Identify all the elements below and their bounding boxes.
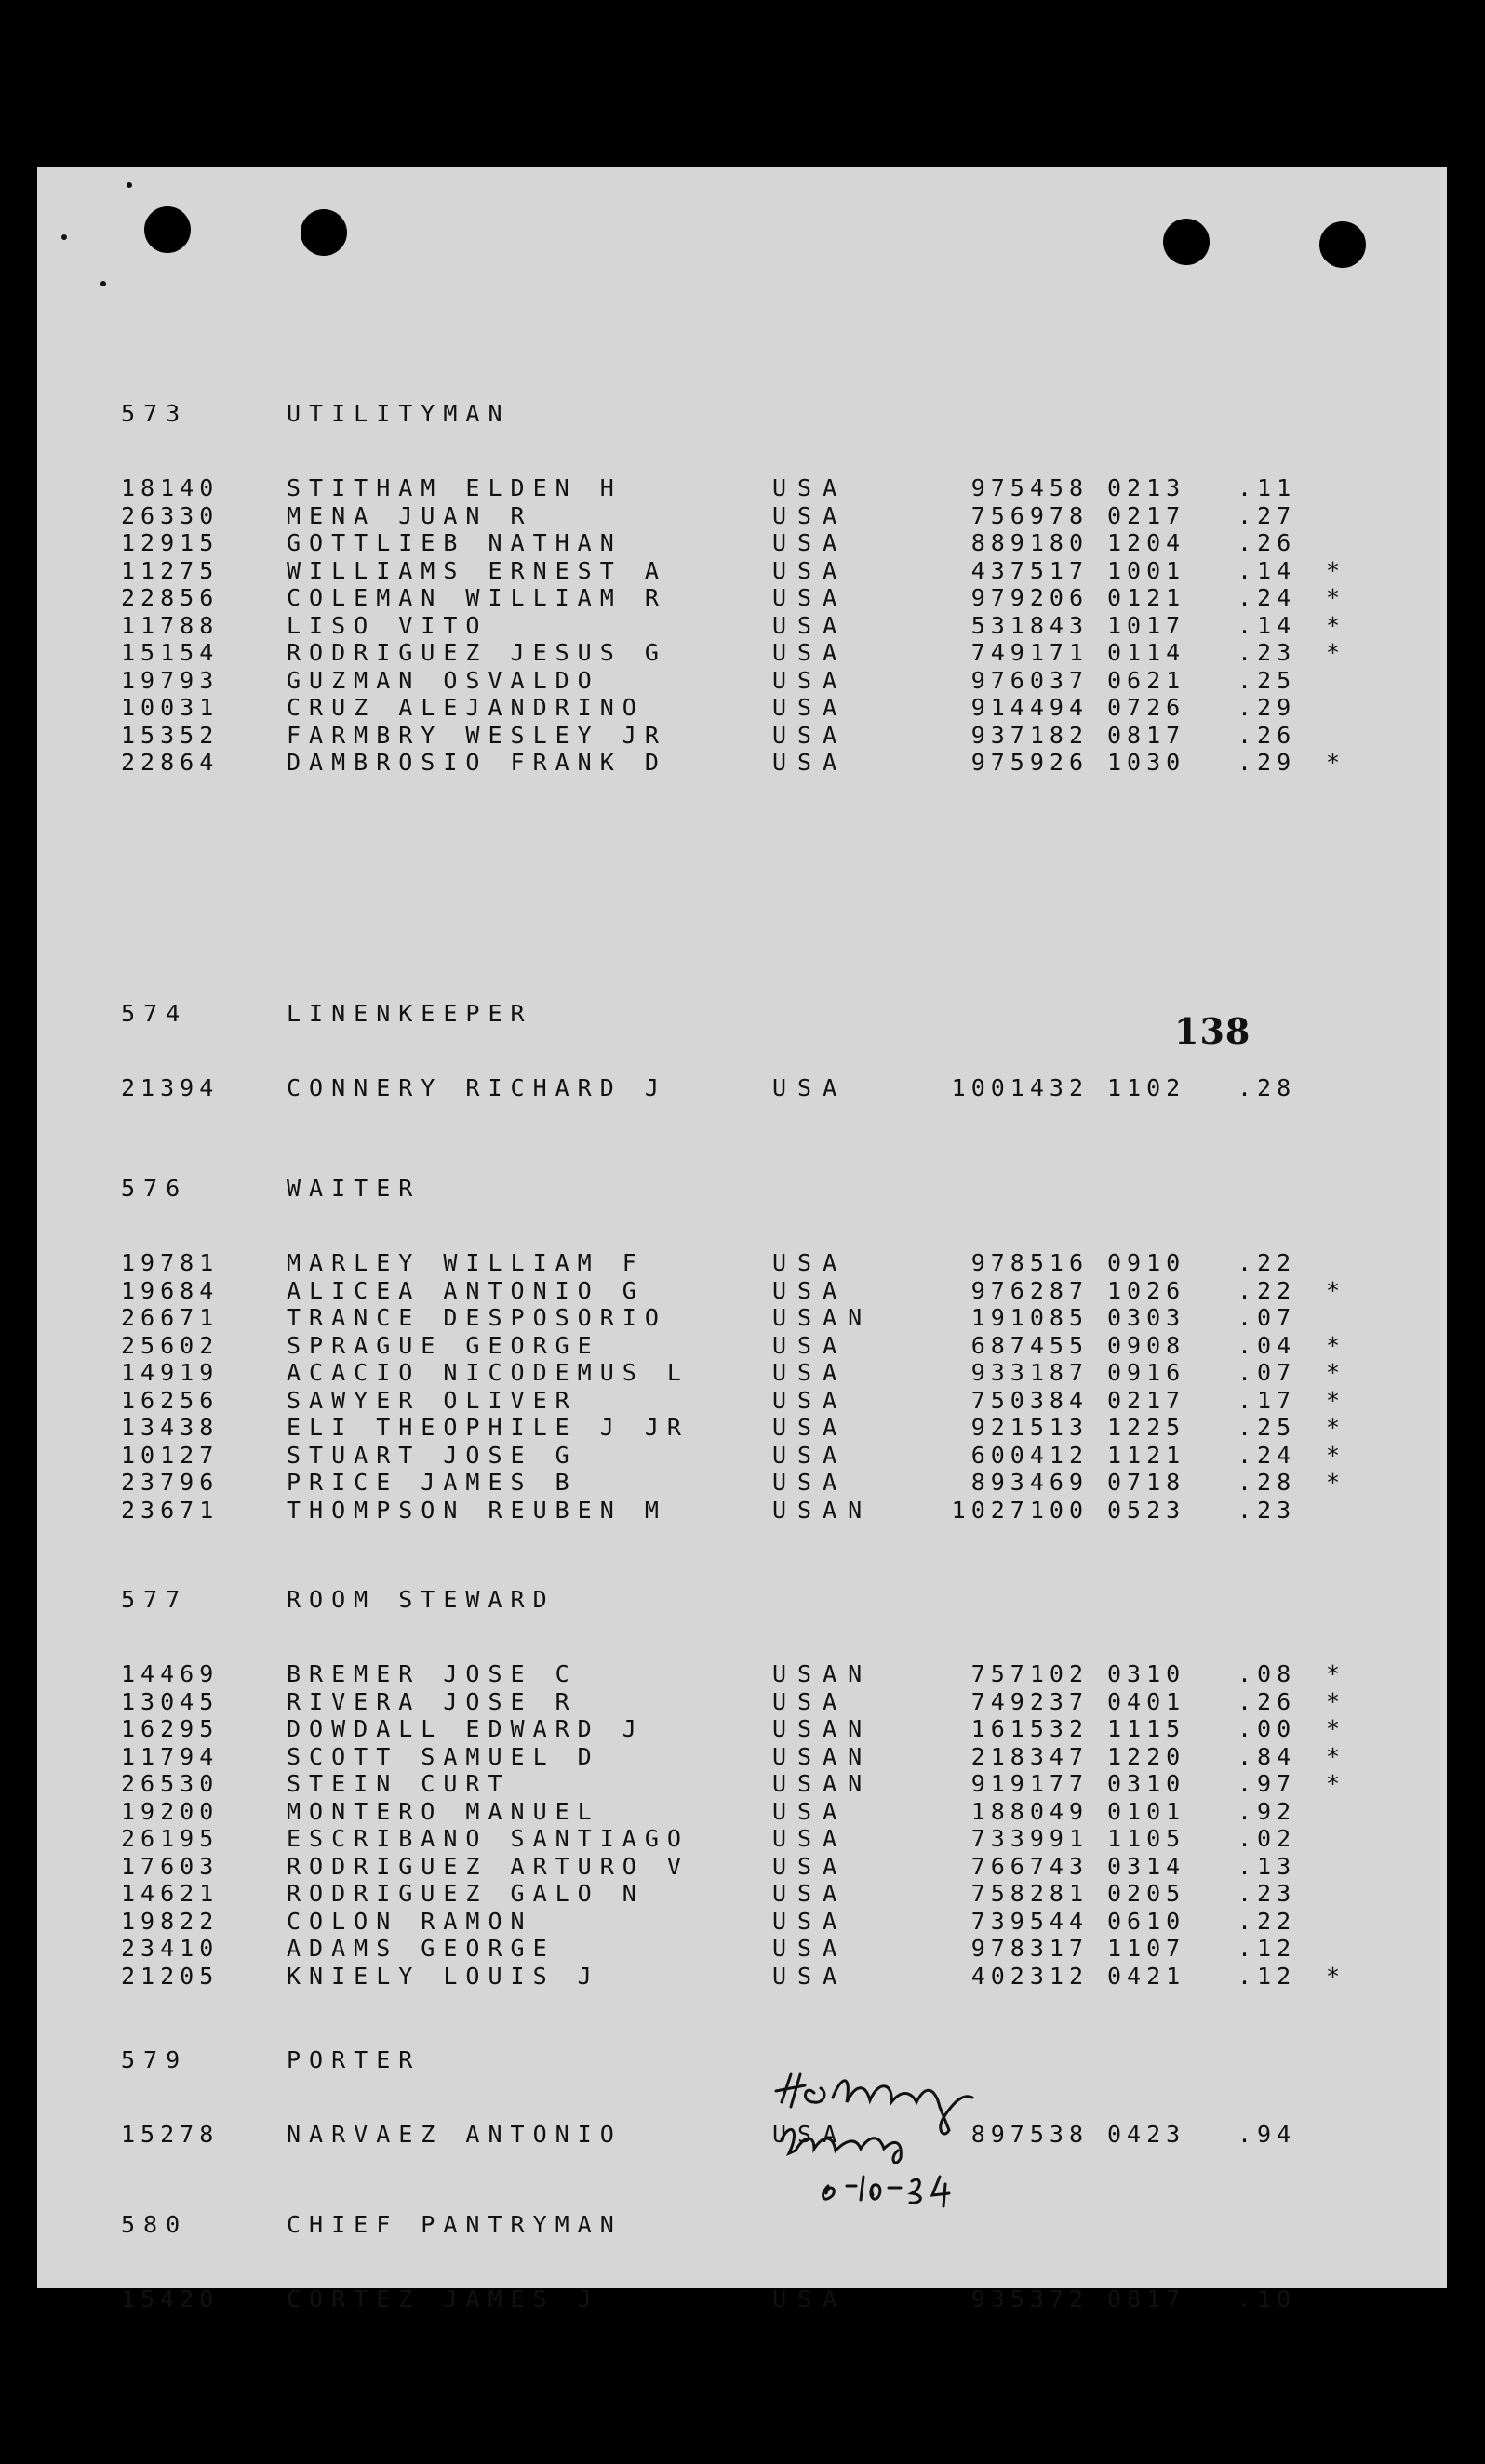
citizenship: USAN: [772, 1715, 874, 1742]
employee-name: WILLIAMS ERNEST A: [287, 556, 667, 584]
asterisk-mark: *: [1326, 749, 1346, 776]
rate-value: .14: [1238, 611, 1297, 639]
section: [37, 1175, 1447, 1524]
date-code: 0910: [1107, 1249, 1186, 1276]
rate-value: .24: [1238, 1441, 1297, 1469]
employee-id: 13045: [121, 1687, 220, 1715]
asterisk-mark: *: [1326, 1770, 1346, 1797]
date-code: 0213: [1107, 474, 1186, 501]
citizenship: USA: [772, 749, 849, 776]
employee-name: MENA JUAN R: [287, 501, 533, 529]
employee-name: RODRIGUEZ GALO N: [287, 1880, 645, 1907]
employee-name: ELI THEOPHILE J JR: [287, 1414, 689, 1441]
record-number: 749171: [970, 639, 1089, 666]
employee-id: 17603: [121, 1852, 220, 1880]
section-code: 579: [121, 2046, 189, 2073]
record-number: 1027100: [951, 1496, 1089, 1524]
asterisk-mark: *: [1326, 556, 1346, 584]
section-header: [37, 1586, 1447, 1614]
citizenship: USA: [772, 529, 849, 556]
asterisk-mark: *: [1326, 611, 1346, 639]
section-code: 580: [121, 2211, 189, 2238]
rate-value: .14: [1238, 556, 1297, 584]
citizenship: USA: [772, 1359, 849, 1386]
date-code: 1204: [1107, 529, 1186, 556]
employee-name: DAMBROSIO FRANK D: [287, 749, 667, 776]
rate-value: .25: [1238, 666, 1297, 694]
section: [37, 1586, 1447, 1990]
date-code: 0401: [1107, 1687, 1186, 1715]
record-number: 739544: [970, 1907, 1089, 1935]
employee-name: SAWYER OLIVER: [287, 1386, 578, 1414]
employee-id: 19200: [121, 1797, 220, 1825]
rate-value: .23: [1238, 1880, 1297, 1907]
employee-name: SCOTT SAMUEL D: [287, 1742, 600, 1770]
employee-id: 14919: [121, 1359, 220, 1386]
section-header: [37, 1175, 1447, 1203]
date-code: 0423: [1107, 2121, 1186, 2148]
date-code: 0101: [1107, 1797, 1186, 1825]
employee-name: MARLEY WILLIAM F: [287, 1249, 645, 1276]
record-number: 766743: [970, 1852, 1089, 1880]
section-code: 574: [121, 1000, 189, 1027]
record-number: 218347: [970, 1742, 1089, 1770]
employee-id: 11794: [121, 1742, 220, 1770]
record-number: 921513: [970, 1414, 1089, 1441]
record-number: 975926: [970, 749, 1089, 776]
speck: [100, 281, 106, 286]
rate-value: .17: [1238, 1386, 1297, 1414]
employee-id: 11275: [121, 556, 220, 584]
employee-name: COLON RAMON: [287, 1907, 533, 1935]
citizenship: USA: [772, 1386, 849, 1414]
employee-name: RODRIGUEZ JESUS G: [287, 639, 667, 666]
asterisk-mark: *: [1326, 639, 1346, 666]
date-code: 1107: [1107, 1935, 1186, 1962]
employee-name: TRANCE DESPOSORIO: [287, 1304, 667, 1331]
date-code: 0817: [1107, 2285, 1186, 2312]
record-number: 531843: [970, 611, 1089, 639]
employee-name: MONTERO MANUEL: [287, 1797, 600, 1825]
section-header: [37, 2046, 1447, 2074]
asterisk-mark: *: [1326, 1331, 1346, 1359]
citizenship: USA: [772, 666, 849, 694]
asterisk-mark: *: [1326, 1276, 1346, 1304]
date-code: 0610: [1107, 1907, 1186, 1935]
record-number: 437517: [970, 556, 1089, 584]
document-page: [37, 167, 1447, 2312]
record-number: 976037: [970, 666, 1089, 694]
rate-value: .08: [1238, 1660, 1297, 1687]
employee-name: FARMBRY WESLEY JR: [287, 721, 667, 749]
asterisk-mark: *: [1326, 584, 1346, 611]
rate-value: .07: [1238, 1304, 1297, 1331]
section-title: ROOM STEWARD: [287, 1586, 555, 1613]
citizenship: USAN: [772, 1304, 874, 1331]
record-number: 979206: [970, 584, 1089, 611]
date-code: 0314: [1107, 1852, 1186, 1880]
citizenship: USA: [772, 1962, 849, 1990]
rate-value: .26: [1238, 721, 1297, 749]
asterisk-mark: *: [1326, 1687, 1346, 1715]
employee-id: 15154: [121, 639, 220, 666]
citizenship: USA: [772, 1276, 849, 1304]
citizenship: USA: [772, 1441, 849, 1469]
date-code: 0421: [1107, 1962, 1186, 1990]
record-number: 937182: [970, 721, 1089, 749]
citizenship: USA: [772, 1935, 849, 1962]
date-code: 1017: [1107, 611, 1186, 639]
asterisk-mark: *: [1326, 1742, 1346, 1770]
date-code: 1225: [1107, 1414, 1186, 1441]
rate-value: .22: [1238, 1907, 1297, 1935]
date-code: 0718: [1107, 1469, 1186, 1496]
section: [37, 2046, 1447, 2148]
employee-id: 10031: [121, 694, 220, 721]
employee-name: LISO VITO: [287, 611, 488, 639]
employee-id: 14621: [121, 1880, 220, 1907]
date-code: 0121: [1107, 584, 1186, 611]
date-code: 1102: [1107, 1074, 1186, 1101]
record-number: 889180: [970, 529, 1089, 556]
employee-id: 19684: [121, 1276, 220, 1304]
record-number: 687455: [970, 1331, 1089, 1359]
asterisk-mark: *: [1326, 1660, 1346, 1687]
citizenship: USA: [772, 584, 849, 611]
employee-name: NARVAEZ ANTONIO: [287, 2121, 622, 2148]
citizenship: USA: [772, 1907, 849, 1935]
record-number: 188049: [970, 1797, 1089, 1825]
handwritten-signature: [763, 2065, 1061, 2214]
rate-value: .25: [1238, 1414, 1297, 1441]
date-code: 1026: [1107, 1276, 1186, 1304]
citizenship: USA: [772, 474, 849, 501]
asterisk-mark: *: [1326, 1386, 1346, 1414]
employee-id: 26330: [121, 501, 220, 529]
record-number: 933187: [970, 1359, 1089, 1386]
date-code: 0817: [1107, 721, 1186, 749]
citizenship: USA: [772, 721, 849, 749]
employee-id: 16295: [121, 1715, 220, 1742]
employee-id: 19822: [121, 1907, 220, 1935]
employee-id: 15420: [121, 2285, 220, 2312]
employee-id: 23796: [121, 1469, 220, 1496]
employee-id: 15278: [121, 2121, 220, 2148]
employee-name: COLEMAN WILLIAM R: [287, 584, 667, 611]
employee-id: 26530: [121, 1770, 220, 1797]
citizenship: USA: [772, 1825, 849, 1852]
punch-hole: [1319, 221, 1366, 268]
section-code: 573: [121, 400, 189, 427]
section-code: 576: [121, 1175, 189, 1202]
punch-hole: [144, 206, 191, 253]
rate-value: .00: [1238, 1715, 1297, 1742]
record-number: 161532: [970, 1715, 1089, 1742]
citizenship: USAN: [772, 1770, 874, 1797]
rate-value: .27: [1238, 501, 1297, 529]
employee-name: STITHAM ELDEN H: [287, 474, 622, 501]
rate-value: .04: [1238, 1331, 1297, 1359]
rate-value: .94: [1238, 2121, 1297, 2148]
employee-name: DOWDALL EDWARD J: [287, 1715, 645, 1742]
employee-name: PRICE JAMES B: [287, 1469, 578, 1496]
record-number: 191085: [970, 1304, 1089, 1331]
record-number: 600412: [970, 1441, 1089, 1469]
rate-value: .07: [1238, 1359, 1297, 1386]
rate-value: .23: [1238, 639, 1297, 666]
rate-value: .02: [1238, 1825, 1297, 1852]
citizenship: USA: [772, 556, 849, 584]
employee-name: GUZMAN OSVALDO: [287, 666, 600, 694]
date-code: 0726: [1107, 694, 1186, 721]
date-code: 1121: [1107, 1441, 1186, 1469]
citizenship: USA: [772, 1797, 849, 1825]
record-number: 756978: [970, 501, 1089, 529]
rate-value: .12: [1238, 1962, 1297, 1990]
employee-id: 21394: [121, 1074, 220, 1101]
date-code: 0310: [1107, 1660, 1186, 1687]
employee-name: CRUZ ALEJANDRINO: [287, 694, 645, 721]
date-code: 0908: [1107, 1331, 1186, 1359]
date-code: 0217: [1107, 501, 1186, 529]
punch-hole: [1163, 219, 1210, 265]
employee-id: 18140: [121, 474, 220, 501]
employee-id: 10127: [121, 1441, 220, 1469]
rate-value: .12: [1238, 1935, 1297, 1962]
employee-id: 16256: [121, 1386, 220, 1414]
rate-value: .23: [1238, 1496, 1297, 1524]
employee-name: KNIELY LOUIS J: [287, 1962, 600, 1990]
asterisk-mark: *: [1326, 1359, 1346, 1386]
date-code: 1030: [1107, 749, 1186, 776]
employee-name: ESCRIBANO SANTIAGO: [287, 1825, 689, 1852]
employee-id: 23410: [121, 1935, 220, 1962]
asterisk-mark: *: [1326, 1414, 1346, 1441]
employee-name: CONNERY RICHARD J: [287, 1074, 667, 1101]
employee-name: CORTEZ JAMES J: [287, 2285, 600, 2312]
record-number: 919177: [970, 1770, 1089, 1797]
section: [37, 2211, 1447, 2312]
speck: [127, 182, 132, 188]
citizenship: USA: [772, 2121, 849, 2148]
date-code: 0523: [1107, 1496, 1186, 1524]
asterisk-mark: *: [1326, 1469, 1346, 1496]
rate-value: .22: [1238, 1276, 1297, 1304]
punch-hole: [301, 209, 347, 256]
employee-id: 13438: [121, 1414, 220, 1441]
rate-value: .28: [1238, 1469, 1297, 1496]
employee-name: BREMER JOSE C: [287, 1660, 578, 1687]
record-number: 978516: [970, 1249, 1089, 1276]
record-number: 975458: [970, 474, 1089, 501]
citizenship: USA: [772, 1331, 849, 1359]
employee-id: 11788: [121, 611, 220, 639]
date-code: 0303: [1107, 1304, 1186, 1331]
section-title: WAITER: [287, 1175, 421, 1202]
employee-name: ACACIO NICODEMUS L: [287, 1359, 689, 1386]
rate-value: .26: [1238, 1687, 1297, 1715]
citizenship: USAN: [772, 1742, 874, 1770]
employee-id: 14469: [121, 1660, 220, 1687]
citizenship: USAN: [772, 1660, 874, 1687]
employee-id: 21205: [121, 1962, 220, 1990]
date-code: 0205: [1107, 1880, 1186, 1907]
date-code: 1001: [1107, 556, 1186, 584]
citizenship: USA: [772, 1074, 849, 1101]
employee-id: 25602: [121, 1331, 220, 1359]
asterisk-mark: *: [1326, 1441, 1346, 1469]
employee-name: ADAMS GEORGE: [287, 1935, 555, 1962]
employee-name: GOTTLIEB NATHAN: [287, 529, 622, 556]
employee-id: 23671: [121, 1496, 220, 1524]
citizenship: USA: [772, 694, 849, 721]
rate-value: .29: [1238, 694, 1297, 721]
rate-value: .11: [1238, 474, 1297, 501]
employee-id: 19781: [121, 1249, 220, 1276]
section-title: LINENKEEPER: [287, 1000, 533, 1027]
asterisk-mark: *: [1326, 1715, 1346, 1742]
speck: [61, 234, 67, 240]
employee-id: 19793: [121, 666, 220, 694]
rate-value: .26: [1238, 529, 1297, 556]
date-code: 1115: [1107, 1715, 1186, 1742]
employee-id: 22856: [121, 584, 220, 611]
citizenship: USA: [772, 1880, 849, 1907]
date-code: 1105: [1107, 1825, 1186, 1852]
record-number: 757102: [970, 1660, 1089, 1687]
employee-name: ALICEA ANTONIO G: [287, 1276, 645, 1304]
section-header: [37, 400, 1447, 428]
section-code: 577: [121, 1586, 189, 1613]
employee-id: 12915: [121, 529, 220, 556]
record-number: 935372: [970, 2285, 1089, 2312]
section-title: CHIEF PANTRYMAN: [287, 2211, 622, 2238]
citizenship: USA: [772, 1852, 849, 1880]
date-code: 0310: [1107, 1770, 1186, 1797]
rate-value: .28: [1238, 1074, 1297, 1101]
citizenship: USA: [772, 1249, 849, 1276]
record-number: 750384: [970, 1386, 1089, 1414]
record-number: 976287: [970, 1276, 1089, 1304]
employee-name: STUART JOSE G: [287, 1441, 578, 1469]
employee-name: RODRIGUEZ ARTURO V: [287, 1852, 689, 1880]
record-number: 893469: [970, 1469, 1089, 1496]
rate-value: .29: [1238, 749, 1297, 776]
citizenship: USA: [772, 1469, 849, 1496]
rate-value: .13: [1238, 1852, 1297, 1880]
record-number: 978317: [970, 1935, 1089, 1962]
record-number: 733991: [970, 1825, 1089, 1852]
section-title: UTILITYMAN: [287, 400, 511, 427]
rate-value: .24: [1238, 584, 1297, 611]
citizenship: USAN: [772, 1496, 874, 1524]
citizenship: USA: [772, 2285, 849, 2312]
date-code: 0114: [1107, 639, 1186, 666]
record-number: 1001432: [951, 1074, 1089, 1101]
citizenship: USA: [772, 1414, 849, 1441]
rate-value: .84: [1238, 1742, 1297, 1770]
record-number: 897538: [970, 2121, 1089, 2148]
rate-value: .97: [1238, 1770, 1297, 1797]
employee-name: STEIN CURT: [287, 1770, 511, 1797]
citizenship: USA: [772, 639, 849, 666]
citizenship: USA: [772, 611, 849, 639]
record-number: 749237: [970, 1687, 1089, 1715]
date-code: 0916: [1107, 1359, 1186, 1386]
employee-name: SPRAGUE GEORGE: [287, 1331, 600, 1359]
employee-name: RIVERA JOSE R: [287, 1687, 578, 1715]
date-code: 0621: [1107, 666, 1186, 694]
date-code: 0217: [1107, 1386, 1186, 1414]
section-header: [37, 1000, 1447, 1028]
record-number: 914494: [970, 694, 1089, 721]
employee-name: THOMPSON REUBEN M: [287, 1496, 667, 1524]
rate-value: .10: [1238, 2285, 1297, 2312]
rate-value: .92: [1238, 1797, 1297, 1825]
rate-value: .22: [1238, 1249, 1297, 1276]
citizenship: USA: [772, 1687, 849, 1715]
section: [37, 400, 1447, 776]
citizenship: USA: [772, 501, 849, 529]
section-title: PORTER: [287, 2046, 421, 2073]
employee-id: 26671: [121, 1304, 220, 1331]
employee-id: 15352: [121, 721, 220, 749]
record-number: 402312: [970, 1962, 1089, 1990]
page-number: 138: [1174, 1010, 1251, 1052]
asterisk-mark: *: [1326, 1962, 1346, 1990]
employee-id: 22864: [121, 749, 220, 776]
employee-id: 26195: [121, 1825, 220, 1852]
section-header: [37, 2211, 1447, 2239]
date-code: 1220: [1107, 1742, 1186, 1770]
record-number: 758281: [970, 1880, 1089, 1907]
